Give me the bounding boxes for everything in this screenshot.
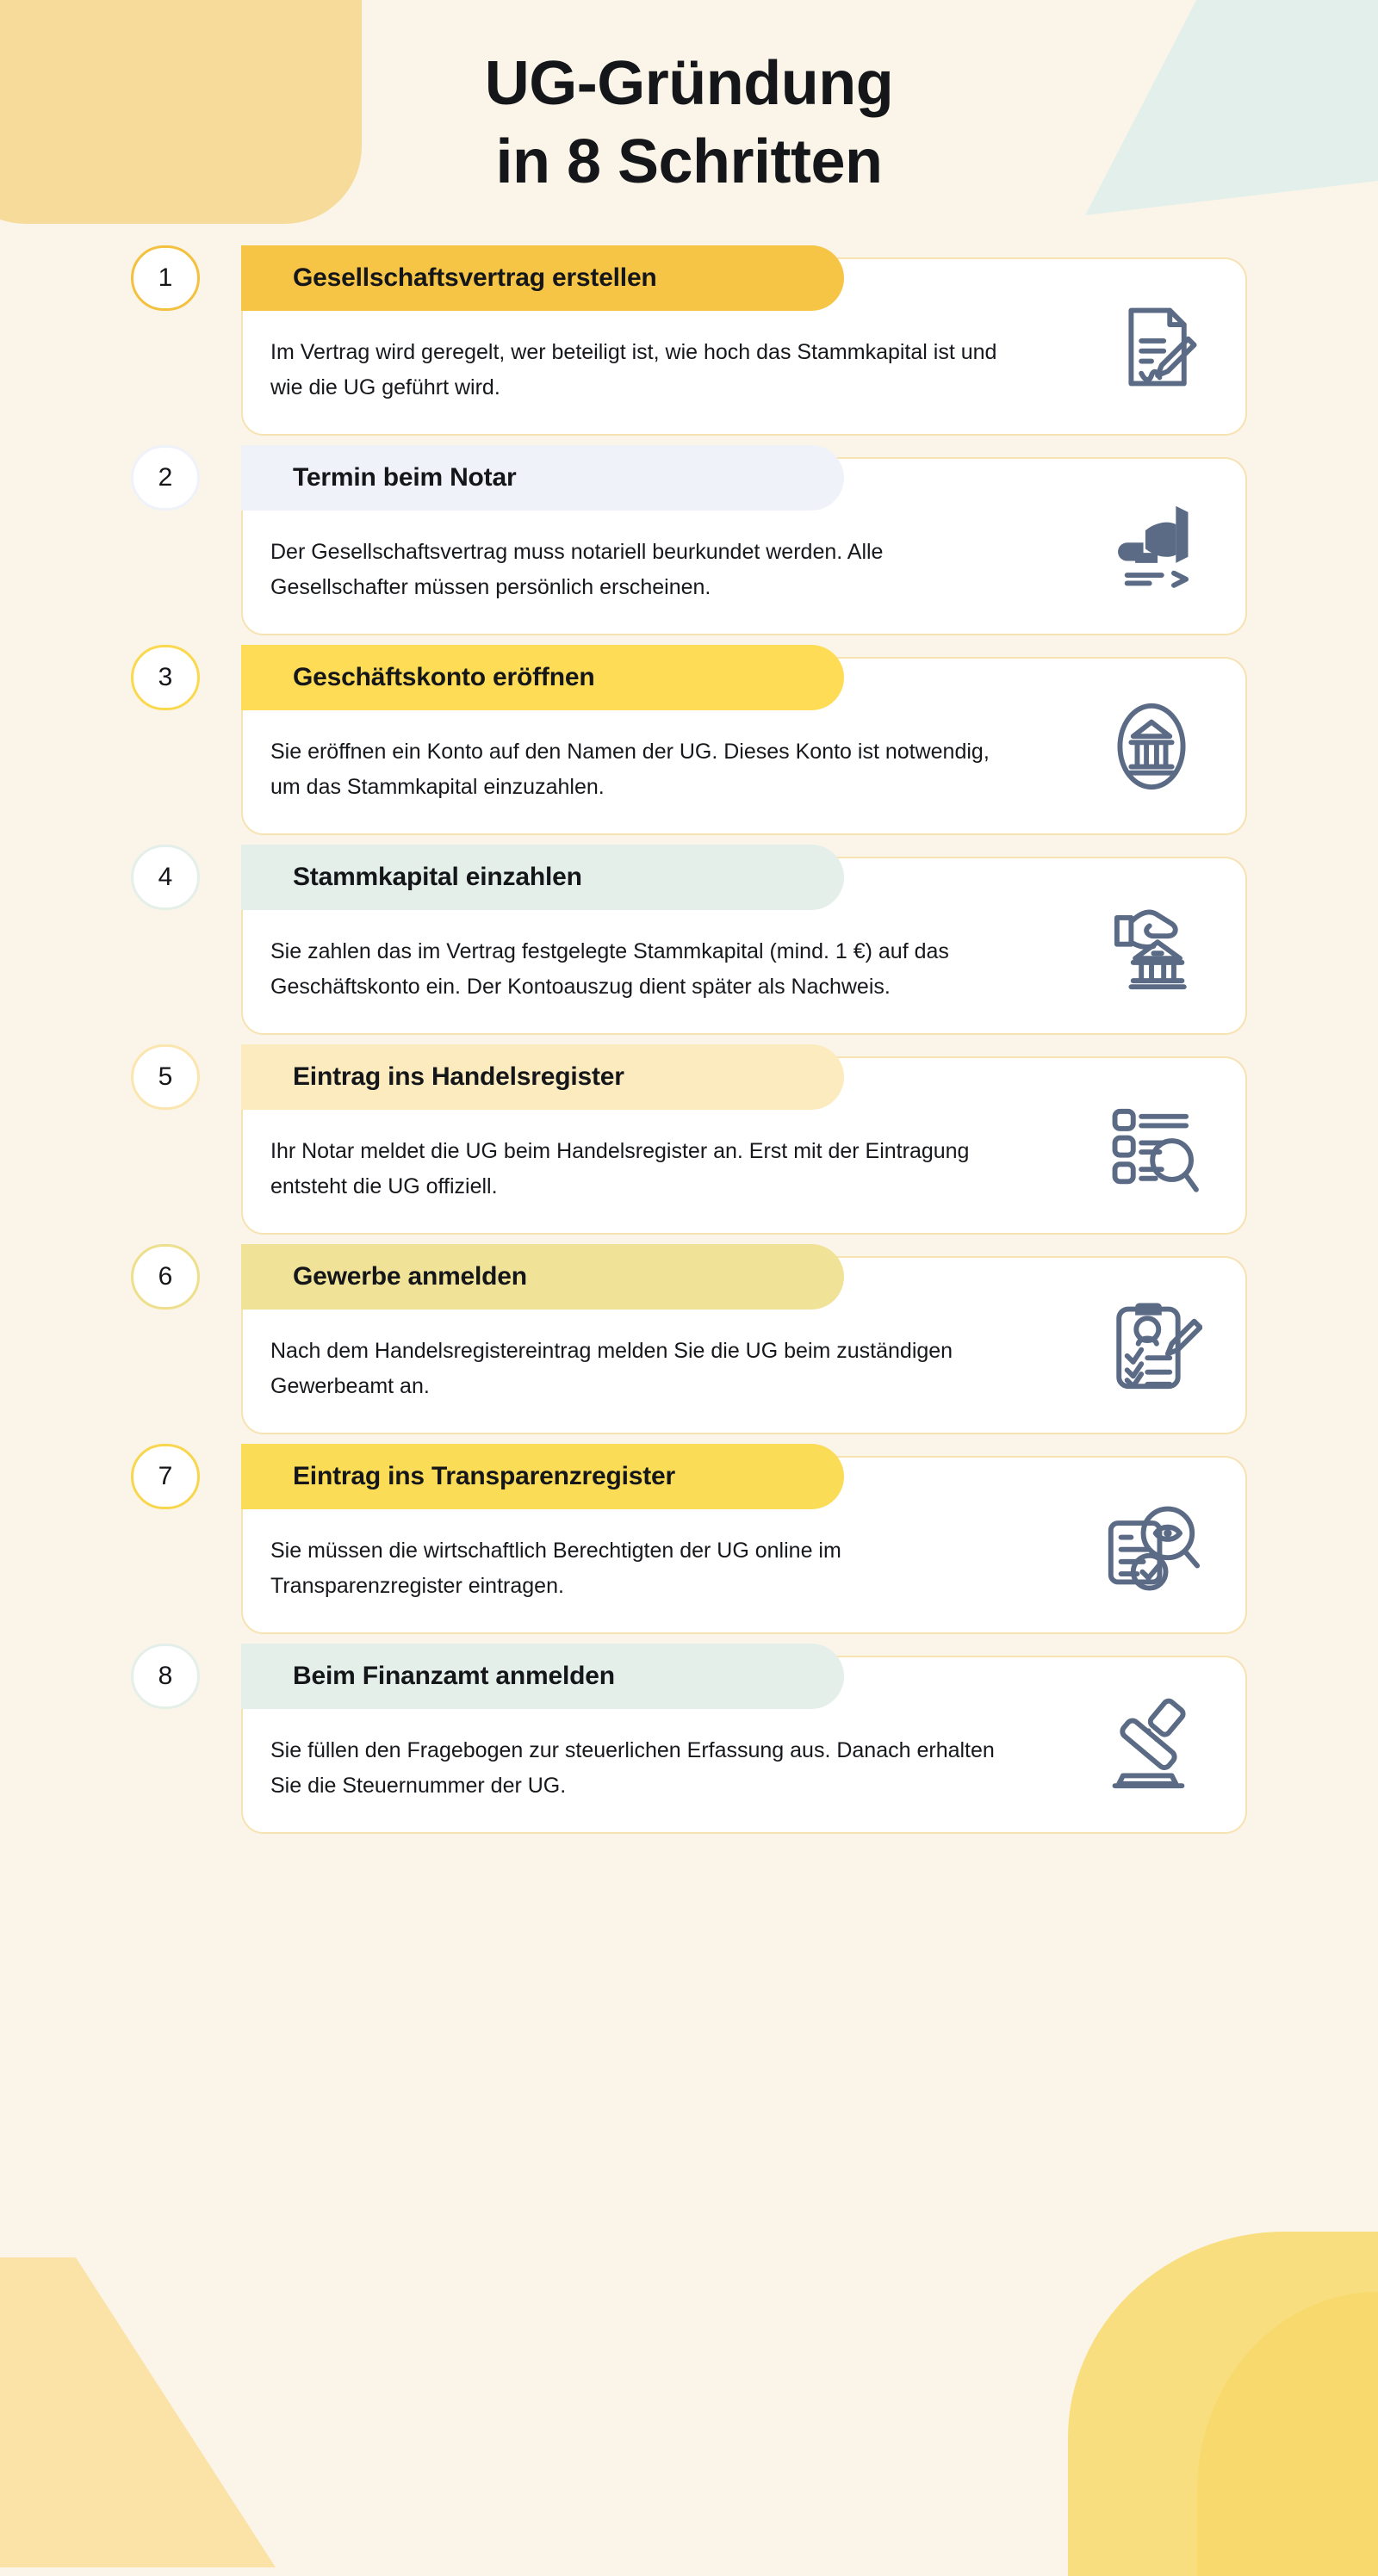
step-title-pill xyxy=(241,1244,844,1310)
step-description: Ihr Notar meldet die UG beim Handelsregister an. Erst mit der Eintragung entsteht die UG offiziell. xyxy=(270,1139,970,1198)
step-number: 5 xyxy=(158,1062,173,1092)
step-title-pill xyxy=(241,645,844,710)
step-number: 8 xyxy=(158,1662,173,1691)
step-number-badge xyxy=(131,1444,200,1509)
notary-stamp-icon xyxy=(1096,491,1207,603)
step-number-badge xyxy=(131,645,200,710)
step-number: 6 xyxy=(158,1262,173,1291)
hand-coin-bank-icon xyxy=(1096,890,1207,1002)
step-description: Nach dem Handelsregistereintrag melden Sie die UG beim zuständigen Gewerbeamt an. xyxy=(270,1339,953,1398)
step-number-badge xyxy=(131,845,200,910)
step-item xyxy=(131,1244,1247,1434)
page-header xyxy=(0,0,1378,201)
step-description: Sie müssen die wirtschaftlich Berechtigten der UG online im Transparenzregister eintragen. xyxy=(270,1539,841,1598)
step-item xyxy=(131,1644,1247,1834)
step-title: Gesellschaftsvertrag erstellen xyxy=(293,263,657,293)
step-description: Im Vertrag wird geregelt, wer beteiligt ist, wie hoch das Stammkapital ist und wie die UG geführt wird. xyxy=(270,340,997,399)
gavel-icon xyxy=(1096,1689,1207,1801)
step-number-badge xyxy=(131,1244,200,1310)
step-item xyxy=(131,845,1247,1035)
page-title xyxy=(0,45,1378,201)
step-title: Stammkapital einzahlen xyxy=(293,863,582,892)
transparency-eye-document-icon xyxy=(1096,1489,1207,1601)
step-title-pill xyxy=(241,245,844,311)
step-title-pill xyxy=(241,1444,844,1509)
page-title-line-2: in 8 Schritten xyxy=(495,127,883,196)
contract-signature-icon xyxy=(1096,291,1207,403)
step-description: Sie zahlen das im Vertrag festgelegte Stammkapital (mind. 1 €) auf das Geschäftskonto ein. Der Kontoauszug dient später als Nachweis. xyxy=(270,939,949,999)
step-title: Eintrag ins Transparenzregister xyxy=(293,1462,675,1491)
step-number: 7 xyxy=(158,1462,173,1491)
step-title: Gewerbe anmelden xyxy=(293,1262,527,1291)
step-item xyxy=(131,645,1247,835)
page-title-line-1: UG-Gründung xyxy=(484,49,894,118)
step-title-pill xyxy=(241,845,844,910)
step-number-badge xyxy=(131,1044,200,1110)
step-number-badge xyxy=(131,245,200,311)
step-item xyxy=(131,245,1247,436)
step-number: 1 xyxy=(158,263,173,293)
step-title-pill xyxy=(241,445,844,511)
step-item xyxy=(131,445,1247,635)
step-title-pill xyxy=(241,1644,844,1709)
steps-list xyxy=(0,245,1378,1834)
step-number: 3 xyxy=(158,663,173,692)
step-description: Der Gesellschaftsvertrag muss notariell beurkundet werden. Alle Gesellschafter müssen persönlich erscheinen. xyxy=(270,540,884,599)
step-item xyxy=(131,1444,1247,1634)
bank-building-circle-icon xyxy=(1096,690,1207,802)
step-title: Termin beim Notar xyxy=(293,463,517,492)
step-title-pill xyxy=(241,1044,844,1110)
step-number: 4 xyxy=(158,863,173,892)
step-title: Beim Finanzamt anmelden xyxy=(293,1662,615,1691)
step-number: 2 xyxy=(158,463,173,492)
register-search-list-icon xyxy=(1096,1090,1207,1202)
step-description: Sie füllen den Fragebogen zur steuerlichen Erfassung aus. Danach erhalten Sie die Steuernummer der UG. xyxy=(270,1738,995,1798)
step-title: Geschäftskonto eröffnen xyxy=(293,663,595,692)
step-title: Eintrag ins Handelsregister xyxy=(293,1062,624,1092)
step-description: Sie eröffnen ein Konto auf den Namen der UG. Dieses Konto ist notwendig, um das Stammkapital einzuzahlen. xyxy=(270,740,990,799)
step-number-badge xyxy=(131,1644,200,1709)
step-number-badge xyxy=(131,445,200,511)
step-item xyxy=(131,1044,1247,1235)
clipboard-checklist-pen-icon xyxy=(1096,1290,1207,1402)
